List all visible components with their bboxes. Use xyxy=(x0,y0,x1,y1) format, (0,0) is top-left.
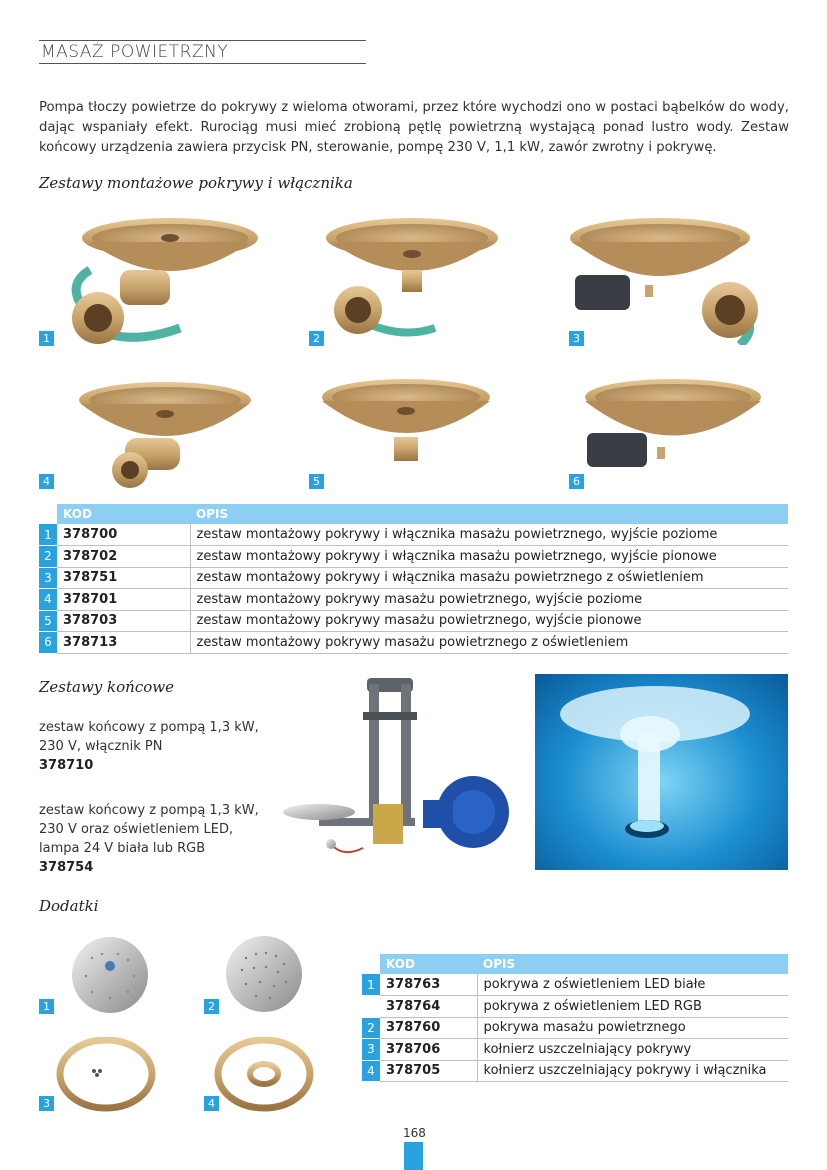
table-row xyxy=(362,1039,788,1061)
section-heading-mounting-kits: Zestawy montażowe pokrywy i włącznika xyxy=(39,174,353,192)
row-code: 378701 xyxy=(57,589,190,611)
image-tag-2: 2 xyxy=(309,331,324,346)
product-image-6 xyxy=(575,375,765,475)
row-number: 3 xyxy=(39,567,57,589)
row-number: 4 xyxy=(39,589,57,611)
kit-2-line-3: lampa 24 V biała lub RGB xyxy=(39,841,206,856)
image-tag-6: 6 xyxy=(569,474,584,489)
row-code: 378703 xyxy=(57,610,190,632)
image-tag-5: 5 xyxy=(309,474,324,489)
row-code: 378700 xyxy=(57,524,190,546)
row-desc: pokrywa z oświetleniem LED białe xyxy=(477,974,788,996)
table-row xyxy=(39,610,788,632)
kit-1-line-1: zestaw końcowy z pompą 1,3 kW, xyxy=(39,720,259,735)
section-heading-final-kits: Zestawy końcowe xyxy=(39,678,174,696)
accessory-image-2 xyxy=(216,934,312,1014)
row-code: 378702 xyxy=(57,546,190,568)
table-row xyxy=(39,567,788,589)
row-desc: zestaw montażowy pokrywy masażu powietrznego z oświetleniem xyxy=(190,632,788,654)
page-marker-bar xyxy=(404,1142,423,1170)
row-number: 1 xyxy=(39,524,57,546)
row-number: 2 xyxy=(362,1017,380,1039)
row-number: 4 xyxy=(362,1060,380,1082)
row-desc: zestaw montażowy pokrywy i włącznika masażu powietrznego, wyjście pionowe xyxy=(190,546,788,568)
row-code: 378751 xyxy=(57,567,190,589)
row-desc: zestaw montażowy pokrywy masażu powietrznego, wyjście pionowe xyxy=(190,610,788,632)
mounting-kits-table xyxy=(39,504,788,654)
row-desc: kołnierz uszczelniający pokrywy i włącznika xyxy=(477,1060,788,1082)
accessory-tag-4: 4 xyxy=(204,1096,219,1111)
accessory-image-3 xyxy=(56,1037,156,1112)
section-heading-accessories: Dodatki xyxy=(39,897,99,915)
table-header-desc: OPIS xyxy=(190,504,788,524)
row-code: 378763 xyxy=(380,974,477,996)
row-number: 6 xyxy=(39,632,57,654)
table-header-desc: OPIS xyxy=(477,954,788,974)
table-header-code: KOD xyxy=(380,954,477,974)
product-image-2 xyxy=(320,210,500,345)
row-desc: zestaw montażowy pokrywy masażu powietrznego, wyjście poziome xyxy=(190,589,788,611)
air-bubbles-photo xyxy=(535,674,788,870)
kit-2-line-1: zestaw końcowy z pompą 1,3 kW, xyxy=(39,803,259,818)
row-number: 1 xyxy=(362,974,380,996)
accessories-table xyxy=(362,954,788,1082)
row-code: 378764 xyxy=(380,996,477,1018)
accessory-tag-3: 3 xyxy=(39,1096,54,1111)
table-row xyxy=(362,974,788,996)
row-desc: pokrywa masażu powietrznego xyxy=(477,1017,788,1039)
table-row xyxy=(39,632,788,654)
table-header-code: KOD xyxy=(57,504,190,524)
table-row xyxy=(362,996,788,1018)
table-header-row xyxy=(39,504,788,524)
row-number: 3 xyxy=(362,1039,380,1061)
row-desc: pokrywa z oświetleniem LED RGB xyxy=(477,996,788,1018)
accessory-image-4 xyxy=(214,1037,314,1112)
row-number xyxy=(362,996,380,1018)
page-title-block xyxy=(39,40,366,64)
table-row xyxy=(39,524,788,546)
kit-2-line-2: 230 V oraz oświetleniem LED, xyxy=(39,822,234,837)
table-header-row xyxy=(362,954,788,974)
table-header-num xyxy=(39,504,57,524)
product-image-5 xyxy=(318,375,493,465)
product-image-1 xyxy=(60,210,260,345)
table-row xyxy=(362,1017,788,1039)
image-tag-4: 4 xyxy=(39,474,54,489)
row-number: 5 xyxy=(39,610,57,632)
kit-2-description xyxy=(39,801,259,877)
table-row xyxy=(362,1060,788,1082)
accessory-tag-1: 1 xyxy=(39,999,54,1014)
pump-kit-image xyxy=(283,672,518,867)
row-number: 2 xyxy=(39,546,57,568)
row-desc: zestaw montażowy pokrywy i włącznika masażu powietrznego z oświetleniem xyxy=(190,567,788,589)
row-code: 378705 xyxy=(380,1060,477,1082)
intro-paragraph: Pompa tłoczy powietrze do pokrywy z wieloma otworami, przez które wychodzi ono w postaci bąbelków do wody, dając wspaniały efekt. Rurociąg musi mieć zrobioną pętlę powietrzną wystającą ponad lustro wody. Zestaw końcowy urządzenia zawiera przycisk PN, sterowanie, pompę 230 V, 1,1 kW, zawór zwrotny i pokrywę. xyxy=(39,100,789,155)
product-image-3 xyxy=(565,210,765,345)
accessory-tag-2: 2 xyxy=(204,999,219,1014)
table-row xyxy=(39,546,788,568)
row-code: 378706 xyxy=(380,1039,477,1061)
product-image-4 xyxy=(75,378,255,493)
kit-1-code: 378710 xyxy=(39,758,94,773)
row-desc: kołnierz uszczelniający pokrywy xyxy=(477,1039,788,1061)
row-code: 378760 xyxy=(380,1017,477,1039)
kit-1-line-2: 230 V, włącznik PN xyxy=(39,739,163,754)
accessory-image-1 xyxy=(62,936,158,1014)
kit-1-description xyxy=(39,718,259,775)
kit-2-code: 378754 xyxy=(39,860,94,875)
image-tag-1: 1 xyxy=(39,331,54,346)
page-number: 168 xyxy=(403,1126,426,1140)
page-title: MASAŻ POWIETRZNY xyxy=(41,42,229,62)
table-header-num xyxy=(362,954,380,974)
image-tag-3: 3 xyxy=(569,331,584,346)
table-row xyxy=(39,589,788,611)
row-code: 378713 xyxy=(57,632,190,654)
row-desc: zestaw montażowy pokrywy i włącznika masażu powietrznego, wyjście poziome xyxy=(190,524,788,546)
